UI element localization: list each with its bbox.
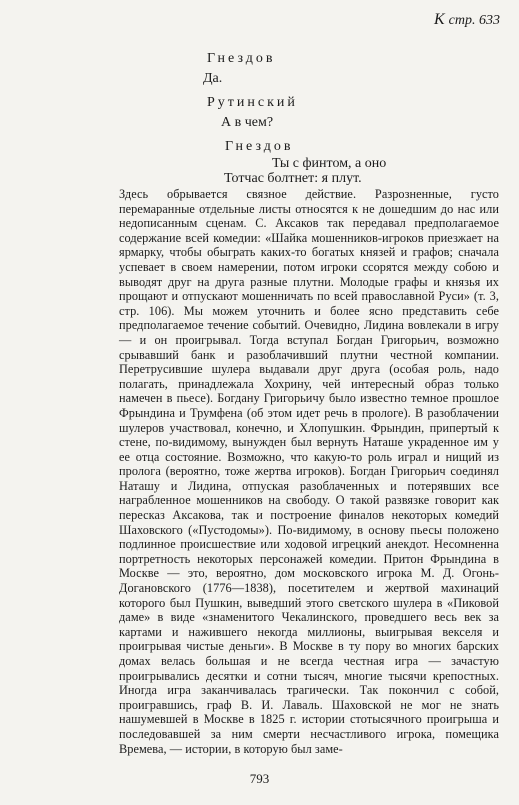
page-reference-text: стр. 633 [448,13,500,28]
dialogue-line: А в чем? [221,115,274,130]
page-reference [434,11,500,29]
dialogue-line: Ты с финтом, а оно [272,156,387,171]
speaker-rutinsky: Рутинский [207,95,298,110]
speaker-gnezdov: Гнездов [207,51,276,66]
dialogue-line: Тотчас болтнет: я плут. [224,171,362,186]
dialogue-line: Да. [203,71,223,86]
page-number: 793 [249,771,270,786]
commentary-paragraph: Здесь обрывается связное действие. Разрозненные, густо перемаранные отдельные листы относятся к не дошедшим до нас или недописанным сценам. С. Аксаков так передавал предполагаемое содержание всей комедии: «Шайка мошенников-игроков приезжает на ярмарку, чтобы обыграть каких-то богатых князей и графов; сначала успевает в своем намерении, потом игроки ссорятся между собою и выводят друг на друга разные плутни. Молодые графы и князья их прощают и отпускают мошенничать по всей православной Руси» (т. 3, стр. 106). Мы можем уточнить и более ясно представить себе предполагаемое течение событий. Очевидно, Лидина вовлекали в игру — и он проигрывал. Тогда вступал Богдан Григорьич, возможно срывавший банк и разоблачивший плутни честной компании. Перетрусившие шулера выдавали друг друга (особая роль, надо полагать, принадлежала Хохрину, чей интересный образ только намечен в пьесе). Богдану Григорьичу было известно темное прошлое Фрындина и Трумфена (об этом идет речь в прологе). В разоблачении шулеров участвовал, конечно, и Хлопушкин. Фрындин, припертый к стене, по-видимому, вынужден был вернуть Наташе украденное им у ее отца состояние. Возможно, что какую-то роль играл и нищий из пролога (вероятно, тоже жертва игроков). Богдан Григорьич соединял Наташу и Лидина, отпуская разоблаченных и потерявших все награбленное мошенников на свободу. О такой развязке говорит как пересказ Аксакова, так и построение финалов некоторых комедий Шаховского («Пустодомы»). По-видимому, в основу пьесы положено подлинное происшествие или ходовой игрецкий анекдот. Несомненна портретность некоторых персонажей комедии. Притон Фрындина в Москве — это, вероятно, дом московского игрока М. Д. Огонь-Догановского (1776—1838), посетителем и жертвой махинаций которого был Пушкин, выведший этого светского шулера в «Пиковой даме» в виде «знаменитого Чекалинского, проведшего весь век за картами и нажившего некогда миллионы, выигрывая векселя и проигрывая чистые деньги». В Москве в ту пору во многих барских домах велась большая и не всегда честная игра — зачастую проигрывались десятки и сотни тысяч, многие тысячи крепостных. Иногда игра заканчивалась трагически. Так покончил с собой, проигравшись, граф В. И. Лаваль. Шаховской не мог не знать нашумевшей в Москве в 1825 г. истории стотысячного проигрыша и последовавшей за ним смерти несчастливого игрока, помещика Времева, — истории, в которую был заме- [119,187,499,756]
speaker-gnezdov: Гнездов [225,139,294,154]
page-reference-prefix: К [434,11,445,28]
commentary-text [119,187,499,756]
